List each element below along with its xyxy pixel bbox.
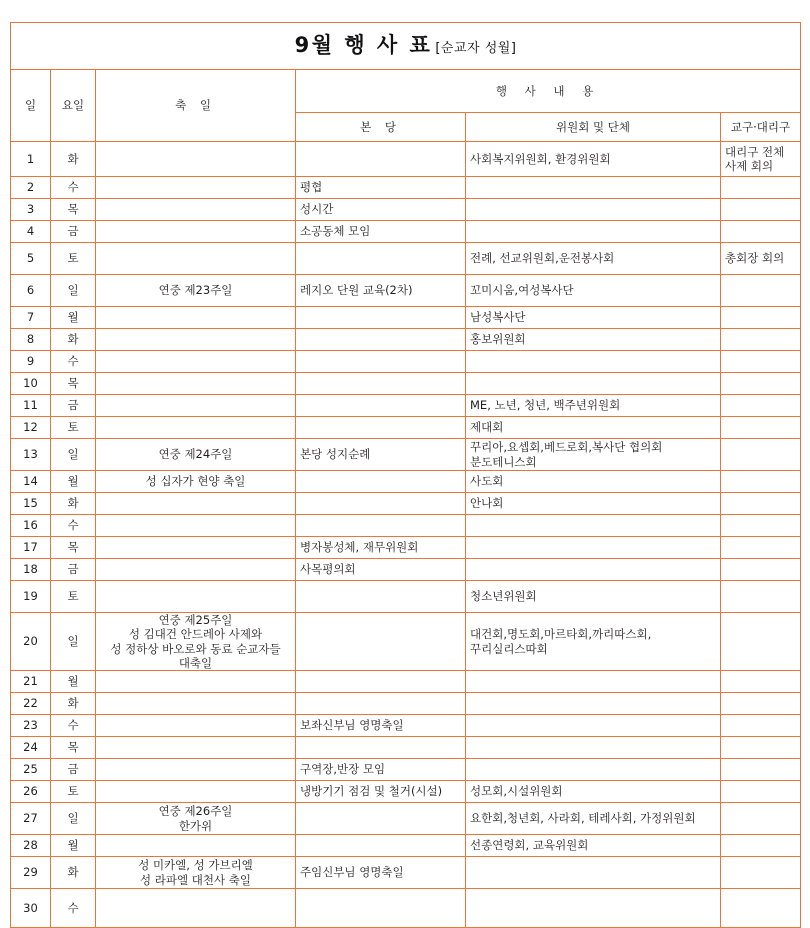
cell-feast	[96, 395, 296, 417]
cell-dayofweek: 수	[51, 177, 96, 199]
cell-diocese	[721, 581, 801, 613]
cell-parish	[296, 395, 466, 417]
cell-parish: 구역장,반장 모임	[296, 759, 466, 781]
cell-parish: 냉방기기 점검 및 철거(시설)	[296, 781, 466, 803]
cell-parish	[296, 671, 466, 693]
cell-feast	[96, 737, 296, 759]
cell-dayofweek: 월	[51, 307, 96, 329]
cell-day: 12	[11, 417, 51, 439]
cell-feast	[96, 373, 296, 395]
cell-dayofweek: 금	[51, 759, 96, 781]
cell-feast	[96, 671, 296, 693]
cell-committee	[466, 221, 721, 243]
monthly-schedule-table	[10, 22, 801, 928]
table-row	[11, 275, 801, 307]
cell-parish	[296, 142, 466, 177]
cell-parish	[296, 373, 466, 395]
cell-committee: 안나회	[466, 493, 721, 515]
cell-diocese	[721, 803, 801, 835]
table-row	[11, 199, 801, 221]
cell-diocese	[721, 395, 801, 417]
header-col-dow: 요일	[51, 70, 96, 142]
cell-dayofweek: 목	[51, 199, 96, 221]
table-row	[11, 439, 801, 471]
cell-feast	[96, 243, 296, 275]
cell-committee	[466, 177, 721, 199]
cell-dayofweek: 토	[51, 243, 96, 275]
cell-dayofweek: 화	[51, 693, 96, 715]
cell-parish: 평협	[296, 177, 466, 199]
cell-diocese	[721, 221, 801, 243]
cell-day: 24	[11, 737, 51, 759]
table-row	[11, 857, 801, 889]
table-row	[11, 142, 801, 177]
table-row	[11, 737, 801, 759]
title-sub-text: [순교자 성월]	[435, 41, 517, 57]
cell-committee	[466, 671, 721, 693]
cell-diocese	[721, 329, 801, 351]
cell-diocese	[721, 439, 801, 471]
cell-committee	[466, 515, 721, 537]
cell-day: 1	[11, 142, 51, 177]
cell-diocese	[721, 835, 801, 857]
cell-parish	[296, 803, 466, 835]
cell-committee	[466, 559, 721, 581]
cell-day: 8	[11, 329, 51, 351]
cell-parish	[296, 835, 466, 857]
header-col-events-group: 행 사 내 용	[296, 70, 801, 113]
cell-day: 26	[11, 781, 51, 803]
cell-feast	[96, 781, 296, 803]
cell-dayofweek: 토	[51, 417, 96, 439]
table-row	[11, 471, 801, 493]
cell-day: 20	[11, 613, 51, 671]
cell-parish	[296, 581, 466, 613]
table-row	[11, 307, 801, 329]
cell-committee: 요한회,청년회, 사라회, 테레사회, 가정위원회	[466, 803, 721, 835]
cell-day: 13	[11, 439, 51, 471]
cell-committee: 꼬미시움,여성복사단	[466, 275, 721, 307]
cell-day: 5	[11, 243, 51, 275]
cell-parish	[296, 329, 466, 351]
cell-parish: 성시간	[296, 199, 466, 221]
cell-day: 28	[11, 835, 51, 857]
cell-committee	[466, 759, 721, 781]
table-row	[11, 759, 801, 781]
cell-dayofweek: 수	[51, 351, 96, 373]
cell-dayofweek: 금	[51, 221, 96, 243]
table-row	[11, 613, 801, 671]
cell-diocese	[721, 715, 801, 737]
table-row	[11, 329, 801, 351]
page-title	[11, 23, 801, 70]
cell-feast: 연중 제25주일 성 김대건 안드레아 사제와 성 정하상 바오로와 동료 순교자들 대축일	[96, 613, 296, 671]
cell-diocese	[721, 693, 801, 715]
cell-feast	[96, 559, 296, 581]
cell-feast	[96, 493, 296, 515]
table-body	[11, 23, 801, 928]
cell-day: 2	[11, 177, 51, 199]
cell-day: 25	[11, 759, 51, 781]
cell-day: 19	[11, 581, 51, 613]
cell-parish: 병자봉성체, 재무위원회	[296, 537, 466, 559]
cell-dayofweek: 월	[51, 835, 96, 857]
cell-parish	[296, 693, 466, 715]
cell-committee	[466, 199, 721, 221]
cell-feast	[96, 307, 296, 329]
cell-feast	[96, 199, 296, 221]
header-col-parish: 본 당	[296, 113, 466, 142]
cell-parish: 본당 성지순례	[296, 439, 466, 471]
cell-feast: 성 십자가 현양 축일	[96, 471, 296, 493]
cell-parish	[296, 889, 466, 928]
cell-feast	[96, 329, 296, 351]
cell-dayofweek: 수	[51, 889, 96, 928]
cell-day: 17	[11, 537, 51, 559]
cell-parish	[296, 737, 466, 759]
cell-committee: 전례, 선교위원회,운전봉사회	[466, 243, 721, 275]
cell-diocese	[721, 889, 801, 928]
cell-diocese	[721, 737, 801, 759]
cell-feast: 연중 제23주일	[96, 275, 296, 307]
cell-dayofweek: 토	[51, 781, 96, 803]
cell-feast	[96, 515, 296, 537]
cell-dayofweek: 수	[51, 515, 96, 537]
cell-committee: 꾸리아,요셉회,베드로회,복사단 협의회 분도테니스회	[466, 439, 721, 471]
cell-parish	[296, 471, 466, 493]
cell-diocese	[721, 351, 801, 373]
cell-diocese	[721, 373, 801, 395]
cell-day: 22	[11, 693, 51, 715]
table-row	[11, 417, 801, 439]
cell-feast: 연중 제26주일 한가위	[96, 803, 296, 835]
cell-diocese	[721, 559, 801, 581]
table-row	[11, 373, 801, 395]
cell-diocese	[721, 177, 801, 199]
cell-feast	[96, 715, 296, 737]
cell-dayofweek: 일	[51, 803, 96, 835]
cell-committee	[466, 351, 721, 373]
cell-day: 10	[11, 373, 51, 395]
cell-feast	[96, 693, 296, 715]
cell-diocese	[721, 671, 801, 693]
table-row	[11, 537, 801, 559]
cell-day: 3	[11, 199, 51, 221]
table-row	[11, 781, 801, 803]
cell-parish	[296, 307, 466, 329]
cell-dayofweek: 목	[51, 537, 96, 559]
cell-parish	[296, 351, 466, 373]
table-row	[11, 889, 801, 928]
table-row	[11, 693, 801, 715]
cell-committee	[466, 737, 721, 759]
cell-committee: ME, 노년, 청년, 백주년위원회	[466, 395, 721, 417]
cell-parish	[296, 417, 466, 439]
cell-committee: 사회복지위원회, 환경위원회	[466, 142, 721, 177]
cell-diocese	[721, 857, 801, 889]
cell-committee	[466, 857, 721, 889]
cell-dayofweek: 화	[51, 857, 96, 889]
cell-diocese	[721, 515, 801, 537]
cell-feast	[96, 537, 296, 559]
cell-day: 14	[11, 471, 51, 493]
cell-feast	[96, 351, 296, 373]
cell-diocese	[721, 493, 801, 515]
cell-committee: 제대회	[466, 417, 721, 439]
cell-day: 7	[11, 307, 51, 329]
table-row	[11, 559, 801, 581]
table-row	[11, 515, 801, 537]
cell-committee: 남성복사단	[466, 307, 721, 329]
cell-diocese: 대리구 전체 사제 회의	[721, 142, 801, 177]
cell-parish	[296, 613, 466, 671]
cell-day: 30	[11, 889, 51, 928]
cell-committee: 청소년위원회	[466, 581, 721, 613]
cell-parish: 보좌신부님 영명축일	[296, 715, 466, 737]
cell-committee: 홍보위원회	[466, 329, 721, 351]
cell-parish	[296, 243, 466, 275]
cell-diocese	[721, 471, 801, 493]
cell-diocese	[721, 781, 801, 803]
table-row	[11, 671, 801, 693]
cell-committee	[466, 537, 721, 559]
cell-committee: 성모회,시설위원회	[466, 781, 721, 803]
header-col-feast: 축 일	[96, 70, 296, 142]
cell-day: 23	[11, 715, 51, 737]
cell-dayofweek: 금	[51, 395, 96, 417]
header-col-diocese: 교구·대리구	[721, 113, 801, 142]
cell-diocese	[721, 417, 801, 439]
cell-dayofweek: 목	[51, 737, 96, 759]
cell-committee	[466, 693, 721, 715]
cell-diocese	[721, 307, 801, 329]
cell-feast	[96, 835, 296, 857]
cell-day: 11	[11, 395, 51, 417]
cell-dayofweek: 일	[51, 275, 96, 307]
table-row	[11, 395, 801, 417]
header-col-committee: 위원회 및 단체	[466, 113, 721, 142]
cell-feast	[96, 142, 296, 177]
cell-day: 15	[11, 493, 51, 515]
cell-day: 4	[11, 221, 51, 243]
table-row	[11, 835, 801, 857]
cell-day: 16	[11, 515, 51, 537]
cell-parish: 소공동체 모임	[296, 221, 466, 243]
cell-day: 6	[11, 275, 51, 307]
table-row	[11, 351, 801, 373]
cell-dayofweek: 월	[51, 471, 96, 493]
cell-dayofweek: 화	[51, 493, 96, 515]
table-row	[11, 221, 801, 243]
table-row	[11, 243, 801, 275]
cell-day: 27	[11, 803, 51, 835]
cell-diocese	[721, 613, 801, 671]
cell-parish	[296, 493, 466, 515]
title-row	[11, 23, 801, 70]
cell-dayofweek: 목	[51, 373, 96, 395]
cell-dayofweek: 수	[51, 715, 96, 737]
cell-dayofweek: 토	[51, 581, 96, 613]
cell-dayofweek: 금	[51, 559, 96, 581]
cell-feast	[96, 759, 296, 781]
table-row	[11, 715, 801, 737]
cell-feast	[96, 581, 296, 613]
cell-diocese	[721, 199, 801, 221]
cell-day: 18	[11, 559, 51, 581]
cell-diocese	[721, 759, 801, 781]
cell-day: 29	[11, 857, 51, 889]
cell-committee	[466, 889, 721, 928]
cell-day: 21	[11, 671, 51, 693]
cell-day: 9	[11, 351, 51, 373]
cell-dayofweek: 화	[51, 329, 96, 351]
table-row	[11, 177, 801, 199]
table-row	[11, 803, 801, 835]
cell-committee: 선종연령회, 교육위원회	[466, 835, 721, 857]
cell-committee	[466, 373, 721, 395]
header-col-day: 일	[11, 70, 51, 142]
cell-dayofweek: 일	[51, 613, 96, 671]
cell-committee: 대건회,명도회,마르타회,까리따스회, 꾸리실리스따회	[466, 613, 721, 671]
cell-feast	[96, 221, 296, 243]
cell-parish	[296, 515, 466, 537]
table-row	[11, 493, 801, 515]
cell-feast: 성 미카엘, 성 가브리엘 성 라파엘 대천사 축일	[96, 857, 296, 889]
cell-dayofweek: 화	[51, 142, 96, 177]
cell-feast: 연중 제24주일	[96, 439, 296, 471]
cell-feast	[96, 417, 296, 439]
cell-committee	[466, 715, 721, 737]
cell-parish: 주임신부님 영명축일	[296, 857, 466, 889]
cell-feast	[96, 177, 296, 199]
cell-parish: 레지오 단원 교육(2차)	[296, 275, 466, 307]
title-main-text: 9월 행 사 표	[294, 33, 433, 58]
cell-dayofweek: 월	[51, 671, 96, 693]
cell-diocese	[721, 537, 801, 559]
cell-diocese: 총회장 회의	[721, 243, 801, 275]
table-row	[11, 581, 801, 613]
cell-dayofweek: 일	[51, 439, 96, 471]
cell-diocese	[721, 275, 801, 307]
cell-committee: 사도회	[466, 471, 721, 493]
header-row-primary	[11, 70, 801, 113]
cell-parish: 사목평의회	[296, 559, 466, 581]
cell-feast	[96, 889, 296, 928]
